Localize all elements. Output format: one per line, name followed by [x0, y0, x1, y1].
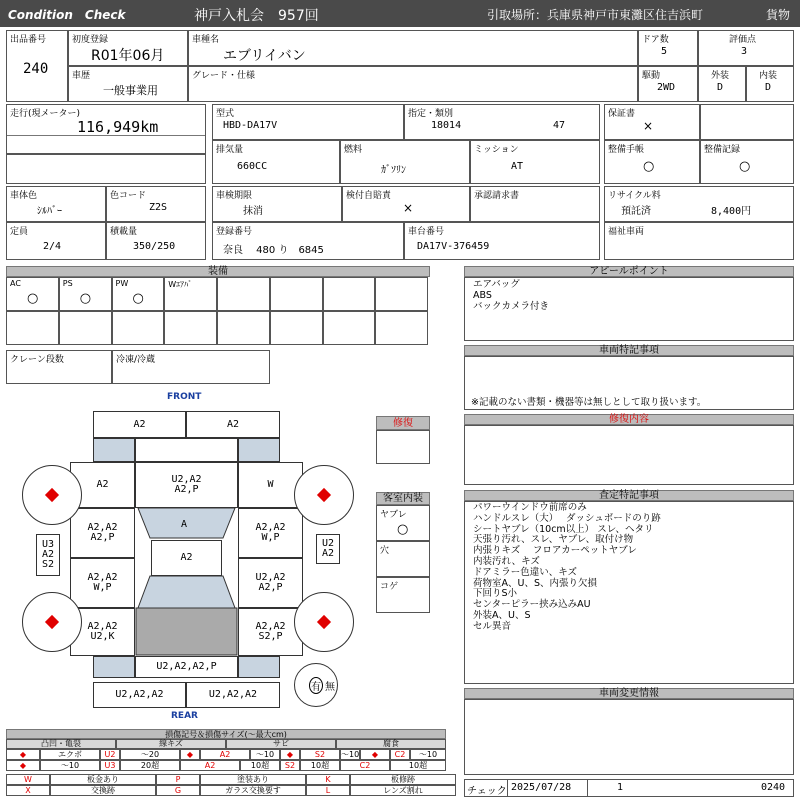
- doors-value: 5: [661, 46, 668, 57]
- cabin-hole-box: [376, 541, 430, 577]
- excise-label: 検付自賠責: [346, 191, 392, 201]
- check-number: 1: [617, 782, 624, 793]
- load-box: [106, 222, 206, 260]
- legend-code: G: [156, 785, 200, 796]
- panel-front-left: A2: [93, 411, 186, 438]
- fuel-label: 燃料: [344, 145, 363, 155]
- excise-value: ×: [403, 201, 414, 215]
- recycle-label: リサイクル料: [608, 191, 661, 201]
- grade-box: [188, 66, 638, 102]
- equipment-cell: [164, 311, 217, 345]
- equipment-cell: [217, 277, 270, 311]
- panel-door-front-left: A2,A2 A2,P: [70, 508, 135, 558]
- chassis-box: [404, 222, 600, 260]
- front-label: FRONT: [167, 392, 202, 402]
- panel-quarter-right: A2,A2 S2,P: [238, 608, 303, 656]
- equipment-cell: [59, 277, 112, 311]
- legend-code: W: [6, 774, 50, 785]
- inspection-box: [212, 186, 342, 222]
- equipment-cell: [217, 311, 270, 345]
- sheet-title: Condition Check: [8, 8, 126, 22]
- equipment-cell: [270, 277, 323, 311]
- excise-box: [342, 186, 470, 222]
- equipment-cell: [59, 311, 112, 345]
- wheel-front-left: [22, 465, 82, 525]
- records-label: 整備記録: [704, 145, 741, 155]
- color-code-label: 色コード: [110, 191, 147, 201]
- score-label: 評価点: [729, 35, 757, 45]
- interior-box: [746, 66, 794, 102]
- equipment-cell: [323, 311, 376, 345]
- panel-front-right: A2: [186, 411, 280, 438]
- spare-no: 無: [325, 682, 335, 693]
- panel-roof: A2: [151, 540, 222, 576]
- legend-cell: 〜10: [410, 749, 446, 760]
- legend-code-text: ガラス交換要す: [200, 785, 306, 796]
- taillight-right: [238, 656, 280, 678]
- mission-value: AT: [511, 161, 524, 172]
- appeal-box: [464, 277, 794, 341]
- legend-cell: U2: [100, 749, 120, 760]
- footer-bar: [464, 779, 794, 797]
- first-reg-box: [68, 30, 188, 66]
- panel-side-left: U3 A2 S2: [36, 534, 60, 576]
- history-value: 一般事業用: [103, 84, 158, 97]
- wheel-front-right: [294, 465, 354, 525]
- first-reg-label: 初度登録: [72, 35, 109, 45]
- cabin-tear-label: ヤブレ: [380, 510, 407, 520]
- fuel-value: ｶﾞｿﾘﾝ: [381, 165, 406, 176]
- manual-value: ○: [643, 159, 655, 174]
- doors-label: ドア数: [642, 35, 669, 45]
- legend-code: P: [156, 774, 200, 785]
- legend-cell: A2: [180, 760, 240, 771]
- load-value: 350/250: [133, 241, 176, 252]
- color-box: [6, 186, 106, 222]
- auction-name: 神戸入札会 957回: [194, 8, 319, 24]
- welfare-box: [604, 222, 794, 260]
- equipment-cell: [323, 277, 376, 311]
- legend-cell: ◆: [6, 760, 40, 771]
- displacement-box: [212, 140, 340, 184]
- capacity-label: 定員: [10, 227, 29, 237]
- legend-group: 線キズ: [116, 739, 226, 749]
- inspection-label: 車検期限: [216, 191, 253, 201]
- type-label: 型式: [216, 109, 235, 119]
- inspection-value: 抹消: [243, 206, 263, 217]
- repair-title: 修復内容: [464, 414, 794, 425]
- legend-cell: A2: [200, 749, 250, 760]
- model-name: エブリイバン: [223, 48, 306, 64]
- repair-mark-box: [376, 430, 430, 464]
- plate-box: [212, 222, 404, 260]
- doors-box: [638, 30, 698, 66]
- repair-box: [464, 425, 794, 485]
- appeal-text: エアバッグ ABS バックカメラ付き: [473, 279, 550, 312]
- displacement-value: 660CC: [237, 161, 268, 172]
- change-title: 車両変更情報: [464, 688, 794, 699]
- mileage-box: [6, 104, 206, 154]
- rear-label: REAR: [171, 711, 198, 721]
- equipment-cell: [270, 311, 323, 345]
- fuel-box: [340, 140, 470, 184]
- model-box: [188, 30, 638, 66]
- equipment-cell: [6, 277, 59, 311]
- lot-number: 240: [23, 61, 49, 77]
- crane-box: [6, 350, 112, 384]
- panel-side-right: U2 A2: [316, 534, 340, 564]
- legend-cell: ◆: [280, 749, 300, 760]
- equipment-label: AC: [10, 279, 21, 288]
- designation-label: 指定・類別: [408, 109, 454, 119]
- special-title: 車両特記事項: [464, 345, 794, 356]
- legend-cell: 10超: [300, 760, 340, 771]
- designation-value: 18014: [431, 120, 462, 131]
- warranty-blank: [700, 104, 794, 140]
- mileage-value: 116,949km: [77, 118, 159, 136]
- headlight-left: [93, 438, 135, 462]
- cabin-tear-mark: ○: [397, 522, 409, 537]
- panel-door-front-right: A2,A2 W,P: [238, 508, 303, 558]
- panel-rear-right: U2,A2,A2: [186, 682, 280, 708]
- equipment-cell: [6, 311, 59, 345]
- wheel-rear-right: [294, 592, 354, 652]
- type-box: [212, 104, 404, 140]
- header-bar: [0, 0, 800, 27]
- legend-code-text: レンズ割れ: [350, 785, 456, 796]
- color-code-value: Z2S: [149, 202, 168, 213]
- equipment-cell: [164, 277, 217, 311]
- freezer-box: [112, 350, 270, 384]
- panel-hood: U2,A2 A2,P: [135, 462, 238, 508]
- freezer-label: 冷凍/冷蔵: [116, 355, 156, 365]
- legend-cell: C2: [390, 749, 410, 760]
- equipment-cell: [375, 311, 428, 345]
- approval-box: [470, 186, 600, 222]
- cabin-title: 客室内装: [376, 492, 430, 505]
- panel-fender-left: A2: [70, 462, 135, 508]
- cabin-burn-box: [376, 577, 430, 613]
- check-label: チェック: [467, 786, 507, 797]
- type-value: HBD-DA17V: [223, 120, 278, 131]
- warranty-value: ×: [643, 119, 654, 133]
- special-box: [464, 356, 794, 410]
- legend-group: 凸凹・亀裂: [6, 739, 116, 749]
- lot-box: [6, 30, 68, 102]
- exterior-value: D: [717, 82, 724, 93]
- legend-cell: ◆: [360, 749, 390, 760]
- score-box: [698, 30, 794, 66]
- plate-label: 登録番号: [216, 227, 253, 237]
- taillight-left: [93, 656, 135, 678]
- change-box: [464, 699, 794, 775]
- equipment-mark: ○: [132, 291, 144, 306]
- panel-quarter-left: A2,A2 U2,K: [70, 608, 135, 656]
- color-label: 車体色: [10, 191, 38, 201]
- legend-cell: S2: [280, 760, 300, 771]
- legend-code-text: 板修跡: [350, 774, 456, 785]
- legend-cell: U3: [100, 760, 120, 771]
- legend-cell: S2: [300, 749, 340, 760]
- cabin-hole-label: 穴: [380, 546, 390, 556]
- repair-box-title: 修復: [376, 416, 430, 430]
- footer-lot: 0240: [761, 782, 786, 793]
- score-value: 3: [741, 46, 748, 57]
- inspection-notes-title: 査定特記事項: [464, 490, 794, 501]
- panel-door-rear-left: A2,A2 W,P: [70, 558, 135, 608]
- legend-cell: ◆: [6, 749, 40, 760]
- drive-label: 駆動: [642, 71, 661, 81]
- chassis-label: 車台番号: [408, 227, 445, 237]
- displacement-label: 排気量: [216, 145, 244, 155]
- legend-code-text: 塗装あり: [200, 774, 306, 785]
- panel-rear-left: U2,A2,A2: [93, 682, 186, 708]
- first-reg-value: R01年06月: [91, 48, 165, 64]
- warranty-box: [604, 104, 700, 140]
- legend-group: 腐食: [336, 739, 446, 749]
- interior-label: 内装: [759, 71, 778, 81]
- designation-box: [404, 104, 600, 140]
- color-code-box: [106, 186, 206, 222]
- color-value: ｼﾙﾊﾞｰ: [37, 206, 62, 217]
- legend-code-text: 板金あり: [50, 774, 156, 785]
- appeal-title: アピールポイント: [464, 266, 794, 277]
- legend-code-text: 交換跡: [50, 785, 156, 796]
- capacity-box: [6, 222, 106, 260]
- grade-label: グレード・仕様: [192, 71, 256, 81]
- inspection-notes-text: パワーウインドウ前席のみ ハンドルスレ（大） ダッシュボードのり跡 シートヤブレ（10cm以上） スレ、ヘタリ 天張り汚れ、スレ、ヤブレ、取付け物 内張りキズ フロアカーペットヤブレ 内装汚れ、キズ ドアミラー色違い、キズ 荷物室A、U、S、内張り欠損 下回りS小 センターピラー挟み込みAU 外装A、U、S セル異音: [473, 502, 661, 632]
- legend-group: サビ: [226, 739, 336, 749]
- records-box: [700, 140, 794, 184]
- vehicle-category: 貨物: [766, 8, 791, 22]
- special-note: ※記載のない書類・機器等は無しとして取り扱います。: [471, 397, 707, 408]
- equipment-cell: [375, 277, 428, 311]
- wheel-rear-left: [22, 592, 82, 652]
- recycle-fee: 8,400円: [711, 206, 752, 217]
- equipment-label: PS: [62, 279, 73, 288]
- panel-fender-right: W: [238, 462, 303, 508]
- equipment-title: 装備: [6, 266, 430, 277]
- legend-cell: ◆: [180, 749, 200, 760]
- mission-box: [470, 140, 600, 184]
- spare-yes: 有: [309, 677, 323, 694]
- legend-title: 損傷記号＆損傷サイズ(〜最大cm): [6, 729, 446, 739]
- mileage-blank: [6, 154, 206, 184]
- legend-cell: 10超: [390, 760, 446, 771]
- pickup-location: 引取場所：兵庫県神戸市東灘区住吉浜町: [487, 8, 704, 22]
- cabin-center: [135, 508, 238, 656]
- equipment-cell: [112, 277, 165, 311]
- legend-cell: 〜10: [250, 749, 280, 760]
- chassis-value: DA17V-376459: [417, 241, 490, 252]
- legend-cell: 〜10: [341, 750, 360, 759]
- exterior-box: [698, 66, 746, 102]
- mileage-label: 走行(現メーター): [10, 109, 81, 119]
- equipment-cell: [112, 311, 165, 345]
- cabin-tear-box: [376, 505, 430, 541]
- equipment-label: PW: [115, 279, 129, 288]
- legend-cell: C2: [340, 760, 390, 771]
- equipment-mark: ○: [79, 291, 92, 306]
- lot-label: 出品番号: [10, 35, 47, 45]
- history-box: [68, 66, 188, 102]
- exterior-label: 外装: [711, 71, 730, 81]
- load-label: 積載量: [110, 227, 138, 237]
- plate-value: 奈良 480 り 6845: [223, 245, 324, 256]
- equipment-label: Wｴｱﾊﾞ: [168, 280, 193, 289]
- approval-label: 承認請求書: [474, 191, 520, 201]
- legend-cell: 〜20: [120, 749, 180, 760]
- mission-label: ミッション: [474, 145, 519, 155]
- panel-door-rear-right: U2,A2 A2,P: [238, 558, 303, 608]
- history-label: 車歴: [72, 71, 91, 81]
- legend-cell: エクボ: [40, 749, 100, 760]
- equipment-mark: ○: [27, 291, 39, 306]
- cabin-burn-label: コゲ: [380, 582, 399, 592]
- drive-value: 2WD: [657, 82, 676, 93]
- legend-code: L: [306, 785, 350, 796]
- recycle-box: [604, 186, 794, 222]
- grille: [135, 438, 238, 462]
- legend-code: X: [6, 785, 50, 796]
- warranty-label: 保証書: [608, 109, 636, 119]
- legend-cell: 20超: [120, 760, 180, 771]
- capacity-value: 2/4: [43, 241, 62, 252]
- manual-label: 整備手帳: [608, 145, 645, 155]
- legend-code: K: [306, 774, 350, 785]
- headlight-right: [238, 438, 280, 462]
- drive-box: [638, 66, 698, 102]
- legend-cell: 〜10: [40, 760, 100, 771]
- legend-cell: 10超: [240, 760, 280, 771]
- manual-box: [604, 140, 700, 184]
- recycle-status: 預託済: [621, 206, 651, 217]
- class-value: 47: [553, 120, 566, 131]
- inspection-notes-box: [464, 501, 794, 684]
- check-date: 2025/07/28: [511, 782, 572, 793]
- model-label: 車種名: [192, 35, 220, 45]
- crane-label: クレーン段数: [10, 355, 64, 365]
- records-value: ○: [739, 159, 751, 174]
- panel-tailgate: U2,A2,A2,P: [135, 656, 238, 678]
- welfare-label: 福祉車両: [608, 227, 645, 237]
- interior-value: D: [765, 82, 772, 93]
- panel-windshield: A: [181, 519, 188, 530]
